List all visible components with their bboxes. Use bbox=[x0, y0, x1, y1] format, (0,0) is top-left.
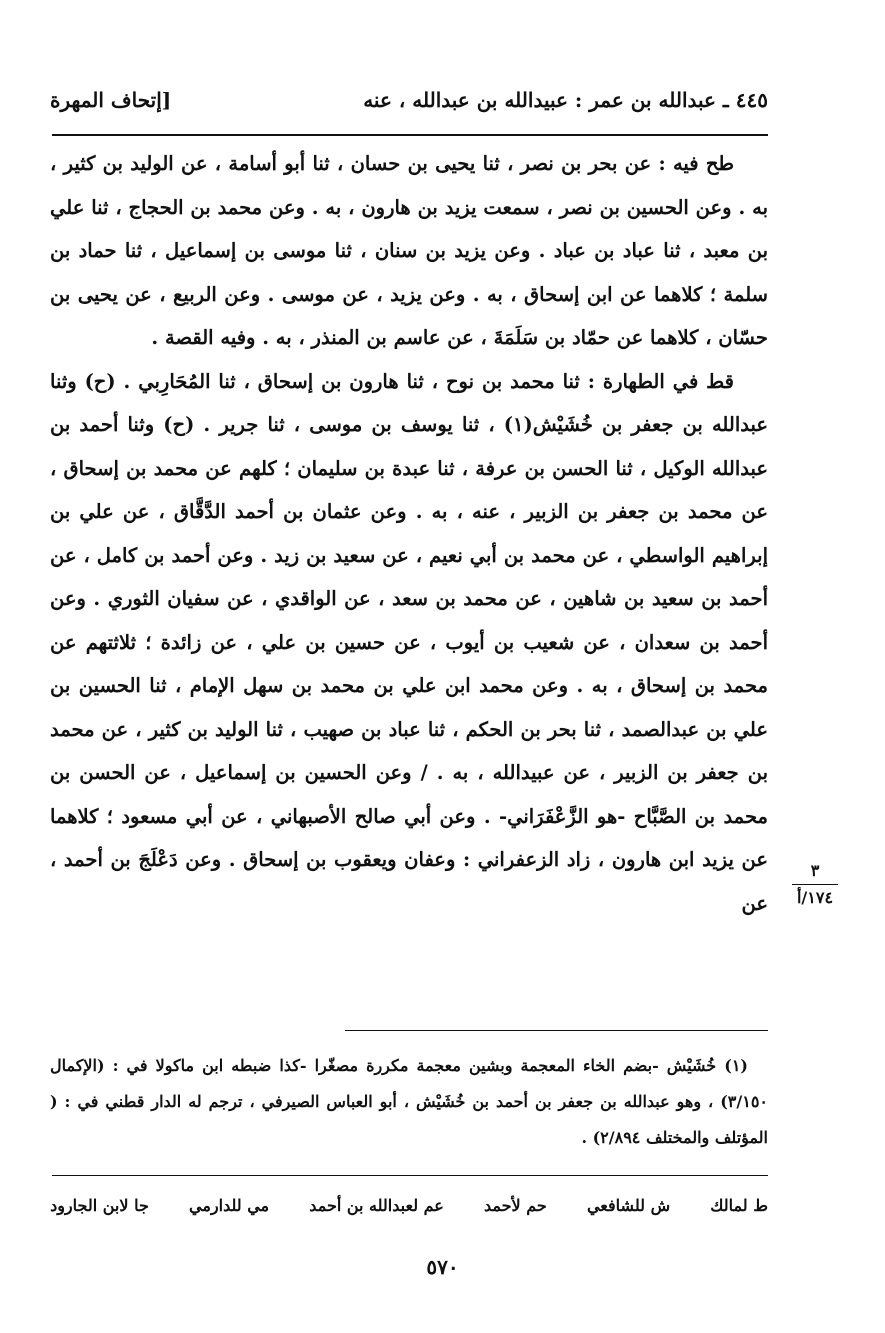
footnote-rule bbox=[345, 1030, 768, 1031]
abbreviation-item: ش للشافعي bbox=[586, 1196, 671, 1215]
header-rule bbox=[52, 134, 768, 136]
main-text bbox=[50, 142, 768, 925]
abbreviation-item: مي للدارمي bbox=[189, 1196, 270, 1215]
paragraph-lead: قط في الطهارة : bbox=[587, 369, 735, 393]
footnote bbox=[50, 1048, 768, 1156]
running-header bbox=[50, 80, 768, 120]
paragraph-qat bbox=[50, 360, 768, 926]
abbreviation-item: جا لابن الجارود bbox=[50, 1196, 149, 1215]
manuscript-folio: ١٧٤/أ bbox=[796, 888, 834, 907]
abbreviations-key bbox=[50, 1188, 768, 1224]
paragraph-text: ثنا محمد بن نوح ، ثنا هارون بن إسحاق ، ثنا المُحَارِبي . (ح) وثنا عبدالله بن جعفر بن خُشَيْش(١) ، ثنا يوسف بن موسى ، ثنا جرير . (ح) وثنا أحمد بن عبدالله الوكيل ، ثنا الحسن بن عرفة ، ثنا عبدة بن سليمان ؛ كلهم عن محمد بن إسحاق ، عن محمد بن جعفر بن الزبير ، عنه ، به . وعن عثمان بن أحمد الدَّقَّاق ، عن علي بن إبراهيم الواسطي ، عن محمد بن أبي نعيم ، عن سعيد بن زيد . وعن أحمد بن كامل ، عن أحمد بن سعيد بن شاهين ، عن محمد بن سعد ، عن الواقدي ، عن سفيان الثوري . وعن أحمد بن سعدان ، عن شعيب بن أيوب ، عن حسين بن علي ، عن زائدة ؛ ثلاثتهم عن محمد بن إسحاق ، به . وعن محمد ابن علي بن محمد بن سهل الإمام ، ثنا الحسين بن علي بن عبدالصمد ، ثنا بحر بن الحكم ، ثنا عباد بن صهيب ، ثنا الوليد بن كثير ، عن محمد بن جعفر بن الزبير ، عن عبيدالله ، به . / وعن الحسين بن إسماعيل ، عن الحسن بن محمد بن الصَّبَّاح -هو الزَّعْفَرَاني- . وعن أبي صالح الأصبهاني ، عن أبي مسعود ؛ كلاهما عن يزيد ابن هارون ، زاد الزعفراني : وعفان ويعقوب بن إسحاق . وعن دَعْلَجَ بن أحمد ، عن bbox=[50, 369, 769, 915]
page-number: ٥٧٠ bbox=[426, 1255, 459, 1279]
abbreviation-item: عم لعبدالله بن أحمد bbox=[309, 1196, 444, 1215]
paragraph-lead: طح فيه : bbox=[658, 152, 735, 175]
paragraph-tah bbox=[50, 142, 768, 360]
margin-reference bbox=[790, 860, 840, 909]
margin-divider bbox=[792, 884, 838, 885]
abbreviation-item: ط لمالك bbox=[710, 1196, 768, 1215]
header-book-name: [إتحاف المهرة bbox=[50, 88, 172, 112]
abbreviations-rule bbox=[52, 1175, 768, 1176]
paragraph-text: عن بحر بن نصر ، ثنا يحيى بن حسان ، ثنا أبو أسامة ، عن الوليد بن كثير ، به . وعن الحسين بن نصر ، سمعت يزيد بن هارون ، به . وعن محمد بن الحجاج ، ثنا علي بن معبد ، ثنا عباد بن عباد . وعن يزيد بن سنان ، ثنا موسى بن إسماعيل ، ثنا حماد بن سلمة ؛ كلاهما عن ابن إسحاق ، به . وعن يزيد ، عن موسى . وعن الربيع ، عن يحيى بن حسّان ، كلاهما عن حمّاد بن سَلَمَةَ ، عن عاسم بن المنذر ، به . وفيه القصة . bbox=[50, 152, 768, 349]
footnote-text: (١) خُشَيْش -بضم الخاء المعجمة وبشين معجمة مكررة مصغّرا -كذا ضبطه ابن ماكولا في : (الإكمال ٣/١٥٠) ، وهو عبدالله بن جعفر بن أحمد بن خُشَيْش ، أبو العباس الصيرفي ، ترجم له الدار قطني في : ( المؤتلف والمختلف ٢/٨٩٤) . bbox=[50, 1056, 768, 1147]
abbreviation-item: حم لأحمد bbox=[484, 1196, 547, 1215]
margin-number: ٣ bbox=[810, 861, 820, 880]
header-title: ٤٤٥ ـ عبدالله بن عمر : عبيدالله بن عبدالله ، عنه bbox=[363, 88, 768, 112]
